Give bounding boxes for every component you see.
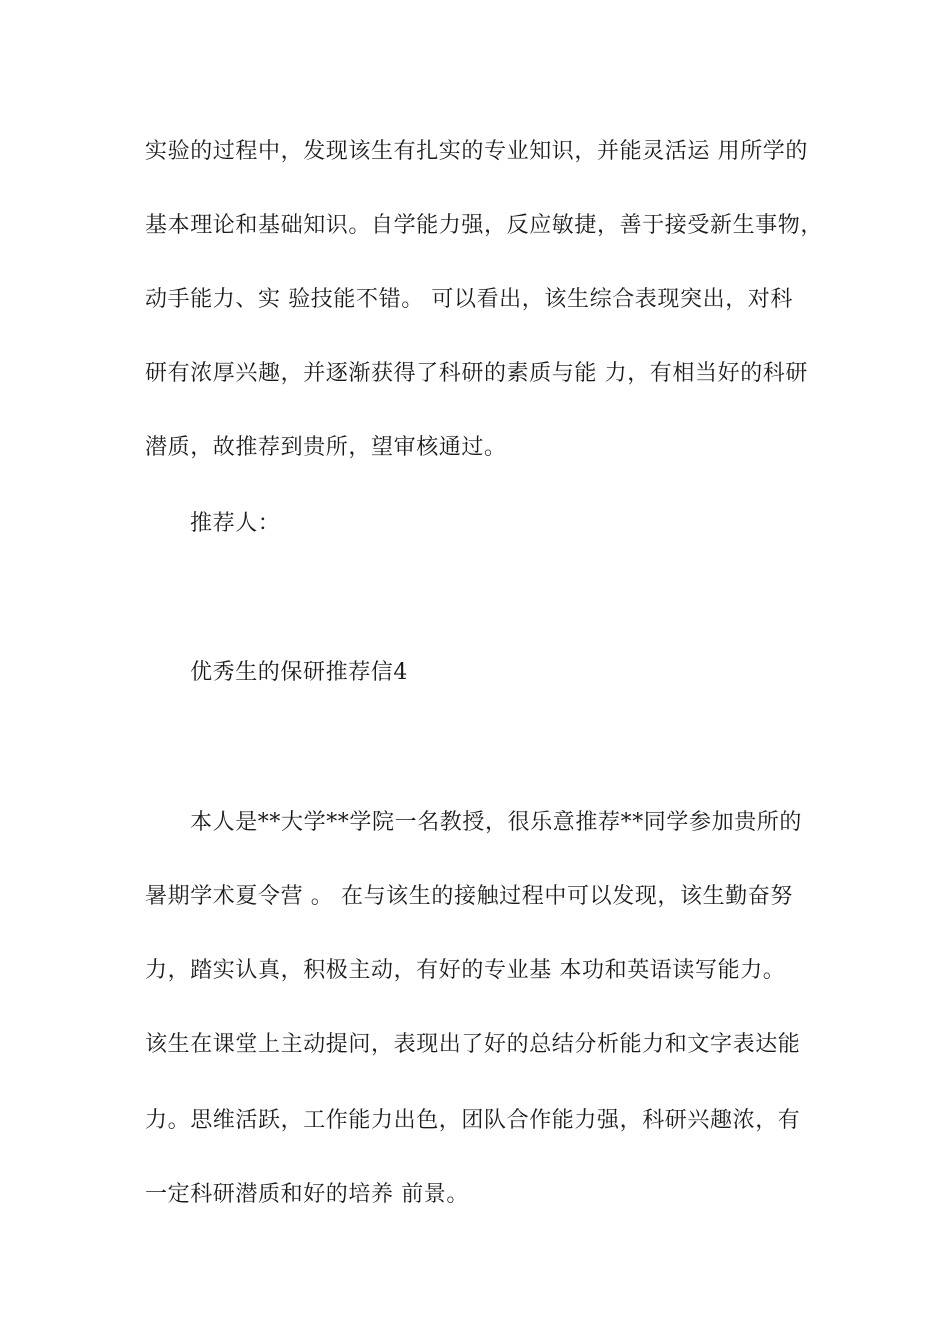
section-title: 优秀生的保研推荐信4 [190, 660, 408, 685]
paragraph-1-line-2: 基本理论和基础知识。自学能力强，反应敏捷，善于接受新生事物， [145, 213, 824, 238]
recommender-label: 推荐人： [190, 511, 281, 536]
paragraph-1-line-1: 实验的过程中，发现该生有扎实的专业知识，并能灵活运 用所学的 [145, 139, 808, 164]
paragraph-1-line-4: 研有浓厚兴趣，并逐渐获得了科研的素质与能 力，有相当好的科研 [145, 361, 808, 386]
paragraph-2-line-4: 该生在课堂上主动提问，表现出了好的总结分析能力和文字表达能 [145, 1032, 801, 1057]
paragraph-2-line-6: 一定科研潜质和好的培养 前景。 [145, 1182, 469, 1207]
paragraph-1-line-3: 动手能力、实 验技能不错。 可以看出，该生综合表现突出，对科 [145, 287, 793, 312]
paragraph-2-line-1: 本人是**大学**学院一名教授，很乐意推荐**同学参加贵所的 [190, 810, 803, 835]
paragraph-2-line-3: 力，踏实认真，积极主动，有好的专业基 本功和英语读写能力。 [145, 958, 786, 983]
paragraph-2-line-2: 暑期学术夏令营 。 在与该生的接触过程中可以发现，该生勤奋努 [145, 884, 793, 909]
paragraph-1-line-5: 潜质，故推荐到贵所，望审核通过。 [145, 435, 507, 460]
paragraph-2-line-5: 力。思维活跃，工作能力出色，团队合作能力强，科研兴趣浓，有 [145, 1108, 801, 1133]
